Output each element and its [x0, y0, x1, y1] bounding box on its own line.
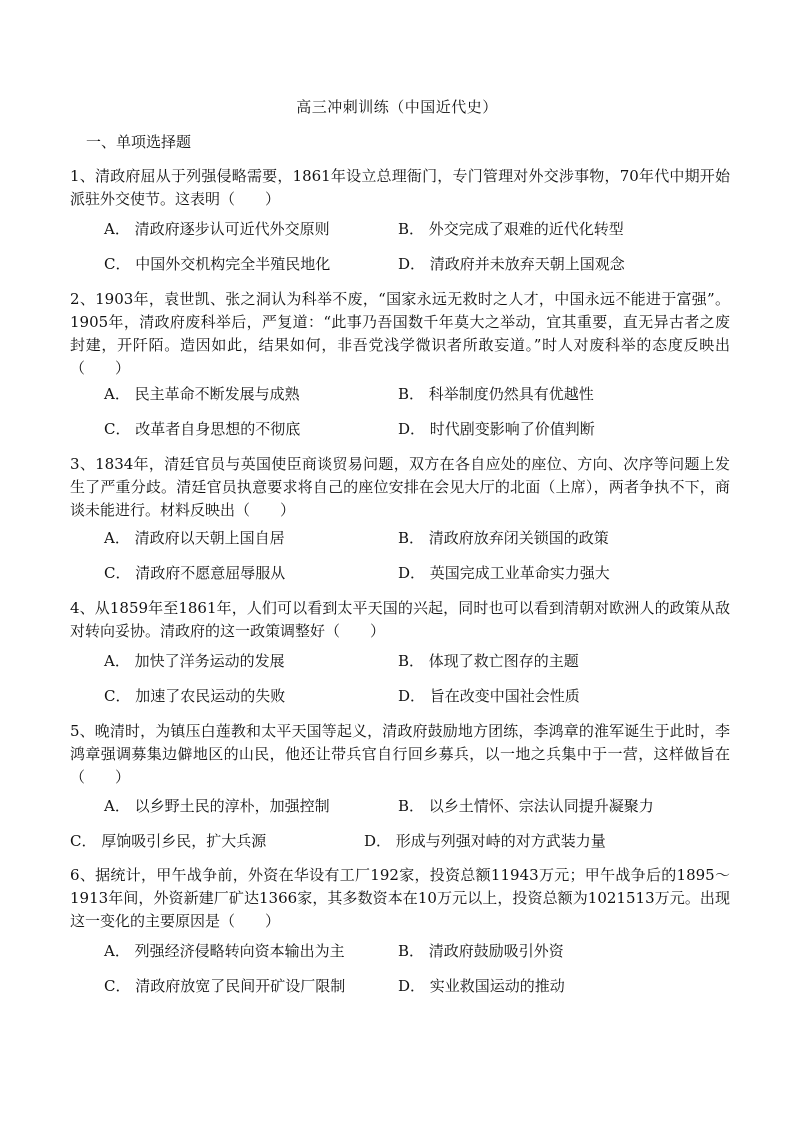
option-c: C． 厚饷吸引乡民，扩大兵源: [70, 832, 267, 850]
option-a: A． 清政府以天朝上国自居: [104, 529, 285, 547]
option-c: C． 中国外交机构完全半殖民地化: [104, 255, 331, 273]
option-d: D． 旨在改变中国社会性质: [398, 687, 580, 705]
section-heading: 一、单项选择题: [86, 133, 192, 151]
option-d: D． 实业救国运动的推动: [398, 977, 565, 995]
option-a: A． 以乡野土民的淳朴，加强控制: [104, 797, 330, 815]
question-stem: 2、1903年，袁世凯、张之洞认为科举不废，“国家永远无救时之人才，中国永远不能进于富强”。1905年，清政府废科举后，严复道：“此事乃吾国数千年莫大之举动，宜其重要，直无异古者之废封建，开阡陌。造因如此，结果如何，非吾党浅学微识者所敢妄道。”时人对废科举的态度反映出（ ）: [70, 290, 730, 377]
option-c: C． 加速了农民运动的失败: [104, 687, 286, 705]
option-b: B． 清政府鼓励吸引外资: [398, 942, 564, 960]
option-b: B． 体现了救亡图存的主题: [398, 652, 579, 670]
option-b: B． 以乡土情怀、宗法认同提升凝聚力: [398, 797, 654, 815]
option-b: B． 外交完成了艰难的近代化转型: [398, 220, 624, 238]
option-c: C． 清政府不愿意屈辱服从: [104, 564, 286, 582]
option-b: B． 清政府放弃闭关锁国的政策: [398, 529, 609, 547]
question-stem: 3、1834年，清廷官员与英国使臣商谈贸易问题，双方在各自应处的座位、方向、次序等问题上发生了严重分歧。清廷官员执意要求将自己的座位安排在会见大厅的北面（上席），两者争执不下，商谈未能进行。材料反映出（ ）: [70, 455, 730, 519]
option-a: A． 列强经济侵略转向资本输出为主: [104, 942, 345, 960]
option-d: D． 形成与列强对峙的对方武装力量: [364, 832, 606, 850]
option-d: D． 英国完成工业革命实力强大: [398, 564, 610, 582]
question-stem: 6、据统计，甲午战争前，外资在华设有工厂192家，投资总额11943万元；甲午战争后的1895～1913年间，外资新建厂矿达1366家，其多数资本在10万元以上，投资总额为1021513万元。出现这一变化的主要原因是（ ）: [70, 866, 730, 930]
option-b: B． 科举制度仍然具有优越性: [398, 385, 594, 403]
question-stem: 1、清政府屈从于列强侵略需要，1861年设立总理衙门，专门管理对外交涉事物，70年代中期开始派驻外交使节。这表明（ ）: [70, 167, 730, 208]
option-a: A． 加快了洋务运动的发展: [104, 652, 285, 670]
option-c: C． 清政府放宽了民间开矿设厂限制: [104, 977, 346, 995]
option-c: C． 改革者自身思想的不彻底: [104, 420, 301, 438]
question-stem: 4、从1859年至1861年，人们可以看到太平天国的兴起，同时也可以看到清朝对欧洲人的政策从敌对转向妥协。清政府的这一政策调整好（ ）: [70, 599, 730, 640]
question-stem: 5、晚清时，为镇压白莲教和太平天国等起义，清政府鼓励地方团练，李鸿章的淮军诞生于此时，李鸿章强调募集边僻地区的山民，他还让带兵官自行回乡募兵，以一地之兵集中于一营，这样做旨在（ ）: [70, 722, 730, 786]
option-a: A． 民主革命不断发展与成熟: [104, 385, 300, 403]
option-a: A． 清政府逐步认可近代外交原则: [104, 220, 330, 238]
option-d: D． 时代剧变影响了价值判断: [398, 420, 595, 438]
page-title: 高三冲刺训练（中国近代史）: [296, 98, 498, 116]
option-d: D． 清政府并未放弃天朝上国观念: [398, 255, 625, 273]
